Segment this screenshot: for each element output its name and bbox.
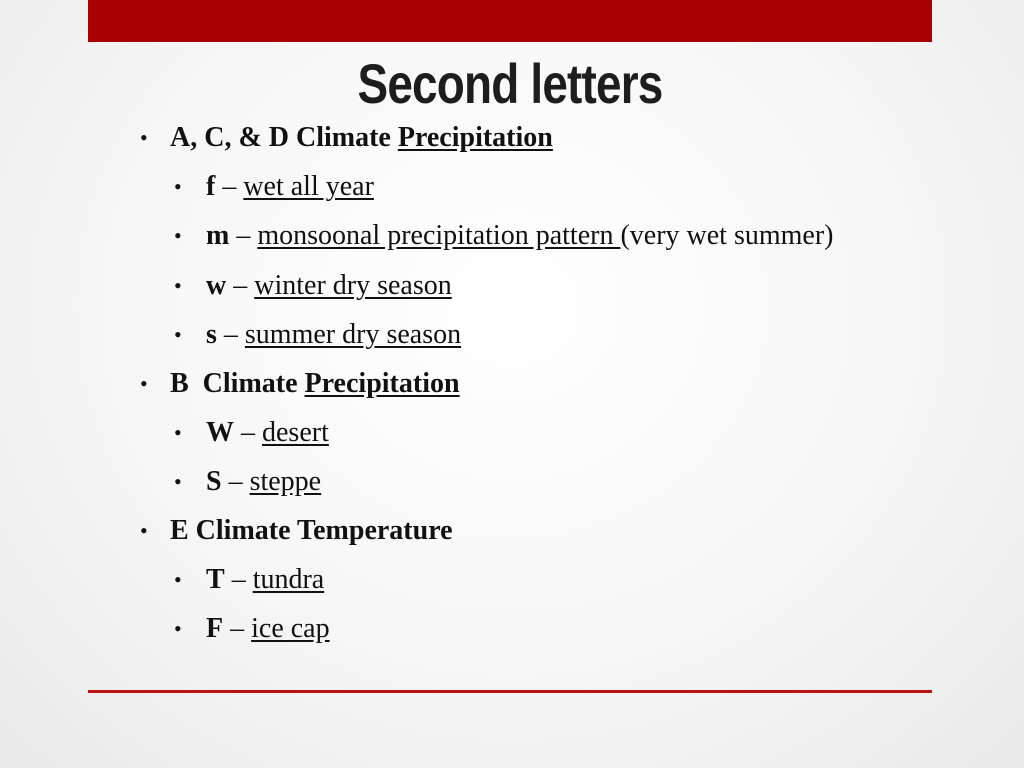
code-description: winter dry season (254, 270, 452, 301)
bottom-divider (88, 690, 932, 693)
list-item-acd-climate (140, 118, 860, 158)
list-item-f (140, 167, 860, 207)
code-letter: f (206, 171, 216, 202)
dash: – (223, 613, 252, 644)
code-description: ice cap (251, 613, 330, 644)
list-item-m (140, 216, 860, 256)
dash: – (221, 466, 250, 497)
code-letter: w (206, 270, 227, 301)
code-letter: s (206, 319, 217, 350)
slide-title: Second letters (357, 52, 663, 115)
code-description: steppe (249, 466, 322, 497)
list-item-s (140, 315, 860, 355)
code-letter: S (206, 466, 222, 497)
code-letter: F (206, 613, 224, 644)
code-letter: T (206, 564, 225, 595)
list-item-b-climate (140, 364, 860, 404)
list-item-W (140, 413, 860, 453)
item-heading-underlined: Precipitation (397, 122, 553, 153)
bullet-icon: • (174, 273, 182, 298)
item-heading-underlined: Precipitation (304, 368, 460, 399)
bullet-icon: • (174, 469, 182, 494)
list-item-w (140, 266, 860, 306)
bullet-icon: • (140, 125, 148, 150)
dash: – (226, 270, 255, 301)
dash: – (229, 220, 258, 251)
dash: – (216, 319, 245, 350)
bullet-icon: • (174, 322, 182, 347)
bullet-icon: • (174, 420, 182, 445)
item-heading: E Climate Temperature (170, 515, 453, 546)
bullet-icon: • (174, 174, 182, 199)
dash: – (215, 171, 244, 202)
code-letter: m (206, 220, 230, 251)
list-item-S (140, 462, 860, 502)
code-description-note: (very wet summer) (620, 220, 834, 251)
bullet-icon: • (140, 371, 148, 396)
list-item-F (140, 609, 860, 649)
item-heading: A, C, & D Climate (170, 122, 398, 153)
list-item-T (140, 560, 860, 600)
code-description: desert (262, 417, 329, 448)
code-letter: W (206, 417, 234, 448)
dash: – (234, 417, 262, 448)
bullet-list (140, 118, 860, 658)
bullet-icon: • (174, 567, 182, 592)
code-description: summer dry season (244, 319, 462, 350)
dash: – (224, 564, 253, 595)
item-heading: B Climate (170, 368, 305, 399)
code-description: monsoonal precipitation pattern (257, 220, 621, 251)
list-item-e-climate (140, 511, 860, 551)
bullet-icon: • (174, 223, 182, 248)
code-description: wet all year (243, 171, 374, 202)
bullet-icon: • (174, 616, 182, 641)
top-accent-bar (88, 0, 932, 42)
bullet-icon: • (140, 518, 148, 543)
code-description: tundra (252, 564, 325, 595)
